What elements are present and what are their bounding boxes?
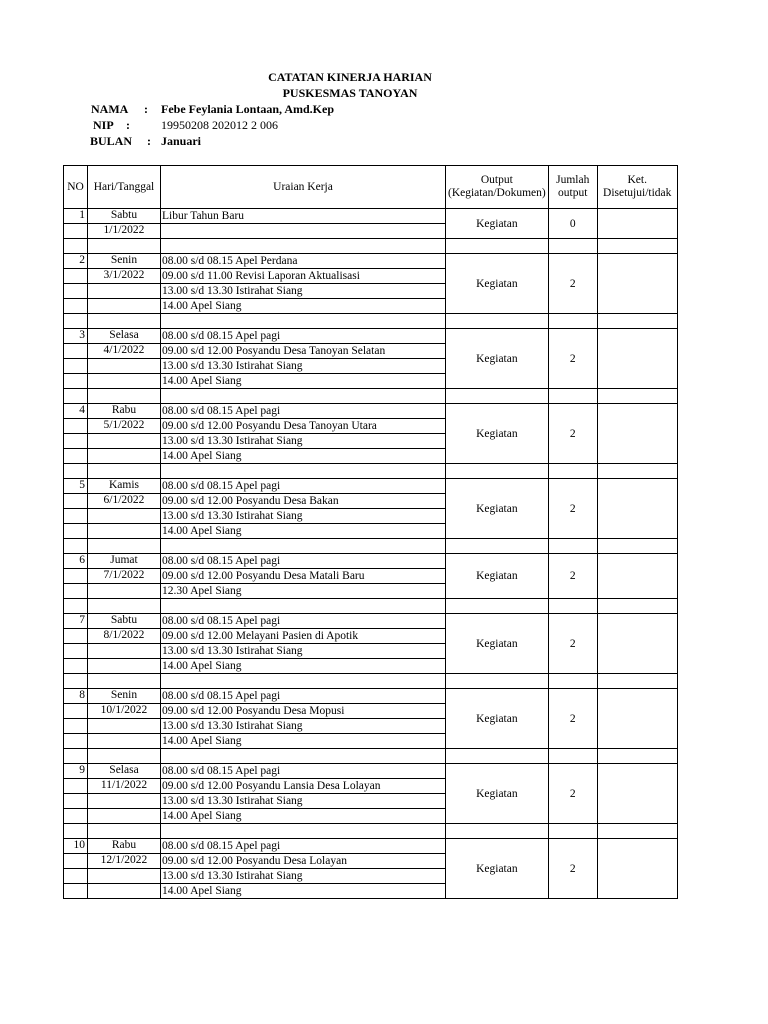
empty-cell bbox=[161, 824, 446, 839]
nip-label: NIP bbox=[93, 118, 114, 132]
name-value: Febe Feylania Lontaan, Amd.Kep bbox=[161, 102, 335, 116]
output-cell: Kegiatan bbox=[446, 689, 549, 749]
output-cell: Kegiatan bbox=[446, 329, 549, 389]
entry-number-cell bbox=[64, 494, 88, 509]
entry-number-cell: 8 bbox=[64, 689, 88, 704]
entry-date-cell: Senin bbox=[88, 254, 161, 269]
empty-cell bbox=[64, 539, 88, 554]
empty-cell bbox=[161, 239, 446, 254]
empty-cell bbox=[64, 314, 88, 329]
activity-cell: 14.00 Apel Siang bbox=[161, 809, 446, 824]
activity-cell: 08.00 s/d 08.15 Apel Perdana bbox=[161, 254, 446, 269]
empty-cell bbox=[597, 464, 677, 479]
empty-cell bbox=[64, 599, 88, 614]
empty-cell bbox=[597, 599, 677, 614]
entry-date-cell: Rabu bbox=[88, 839, 161, 854]
entry-number-cell: 9 bbox=[64, 764, 88, 779]
entry-number-cell bbox=[64, 269, 88, 284]
output-cell: Kegiatan bbox=[446, 839, 549, 899]
empty-cell bbox=[597, 239, 677, 254]
approval-cell bbox=[597, 764, 677, 824]
activity-cell: 09.00 s/d 12.00 Posyandu Desa Tanoyan Selatan bbox=[161, 344, 446, 359]
entry-date-cell bbox=[88, 299, 161, 314]
entry-number-cell bbox=[64, 644, 88, 659]
table-row bbox=[64, 614, 678, 629]
activity-cell: 13.00 s/d 13.30 Istirahat Siang bbox=[161, 434, 446, 449]
activity-cell: 13.00 s/d 13.30 Istirahat Siang bbox=[161, 719, 446, 734]
entry-date-cell bbox=[88, 284, 161, 299]
empty-cell bbox=[446, 599, 549, 614]
entry-date-cell bbox=[88, 449, 161, 464]
empty-cell bbox=[597, 539, 677, 554]
activity-cell: 09.00 s/d 12.00 Melayani Pasien di Apotik bbox=[161, 629, 446, 644]
entry-number-cell bbox=[64, 659, 88, 674]
entry-number-cell bbox=[64, 869, 88, 884]
entry-number-cell bbox=[64, 884, 88, 899]
empty-cell bbox=[446, 674, 549, 689]
activity-cell: 13.00 s/d 13.30 Istirahat Siang bbox=[161, 359, 446, 374]
approval-cell bbox=[597, 839, 677, 899]
col-header-count: Jumlah output bbox=[548, 166, 597, 209]
empty-cell bbox=[88, 824, 161, 839]
activity-cell: 14.00 Apel Siang bbox=[161, 659, 446, 674]
entry-date-cell: 6/1/2022 bbox=[88, 494, 161, 509]
empty-cell bbox=[88, 239, 161, 254]
entry-number-cell bbox=[64, 809, 88, 824]
entry-date-cell: 12/1/2022 bbox=[88, 854, 161, 869]
entry-date-cell bbox=[88, 809, 161, 824]
activity-cell: 08.00 s/d 08.15 Apel pagi bbox=[161, 614, 446, 629]
output-count-cell: 2 bbox=[548, 404, 597, 464]
output-count-cell: 2 bbox=[548, 479, 597, 539]
empty-cell bbox=[161, 464, 446, 479]
month-value: Januari bbox=[161, 134, 202, 148]
output-cell: Kegiatan bbox=[446, 614, 549, 674]
entry-date-cell: Selasa bbox=[88, 764, 161, 779]
output-count-cell: 2 bbox=[548, 554, 597, 599]
month-colon: : bbox=[147, 134, 151, 148]
table-row bbox=[64, 554, 678, 569]
entry-date-cell bbox=[88, 719, 161, 734]
output-count-cell: 0 bbox=[548, 209, 597, 239]
activity-cell: 08.00 s/d 08.15 Apel pagi bbox=[161, 479, 446, 494]
approval-cell bbox=[597, 479, 677, 539]
entry-date-cell bbox=[88, 734, 161, 749]
empty-cell bbox=[88, 314, 161, 329]
table-row bbox=[64, 839, 678, 854]
entry-date-cell: 1/1/2022 bbox=[88, 224, 161, 239]
entry-number-cell bbox=[64, 854, 88, 869]
spacer-row bbox=[64, 539, 678, 554]
empty-cell bbox=[446, 239, 549, 254]
activity-cell: 14.00 Apel Siang bbox=[161, 374, 446, 389]
entry-number-cell bbox=[64, 734, 88, 749]
empty-cell bbox=[446, 464, 549, 479]
nip-value: 19950208 202012 2 006 bbox=[161, 118, 278, 132]
spacer-row bbox=[64, 674, 678, 689]
empty-cell bbox=[446, 824, 549, 839]
empty-cell bbox=[446, 314, 549, 329]
entry-date-cell: Sabtu bbox=[88, 209, 161, 224]
entry-number-cell bbox=[64, 284, 88, 299]
nip-colon: : bbox=[126, 118, 130, 132]
activity-cell: 09.00 s/d 12.00 Posyandu Lansia Desa Lolayan bbox=[161, 779, 446, 794]
spacer-row bbox=[64, 749, 678, 764]
approval-cell bbox=[597, 404, 677, 464]
entry-number-cell bbox=[64, 704, 88, 719]
entry-date-cell: Jumat bbox=[88, 554, 161, 569]
activity-cell: 09.00 s/d 12.00 Posyandu Desa Matali Baru bbox=[161, 569, 446, 584]
empty-cell bbox=[161, 389, 446, 404]
entry-number-cell bbox=[64, 359, 88, 374]
approval-cell bbox=[597, 329, 677, 389]
empty-cell bbox=[88, 599, 161, 614]
name-colon: : bbox=[144, 102, 148, 116]
document-subtitle: PUSKESMAS TANOYAN bbox=[282, 86, 418, 100]
col-header-date: Hari/Tanggal bbox=[88, 166, 161, 209]
empty-cell bbox=[548, 464, 597, 479]
empty-cell bbox=[64, 674, 88, 689]
entry-number-cell bbox=[64, 509, 88, 524]
entry-date-cell: 10/1/2022 bbox=[88, 704, 161, 719]
empty-cell bbox=[446, 389, 549, 404]
entry-number-cell: 5 bbox=[64, 479, 88, 494]
activity-cell: 09.00 s/d 11.00 Revisi Laporan Aktualisasi bbox=[161, 269, 446, 284]
empty-cell bbox=[161, 674, 446, 689]
table-row bbox=[64, 209, 678, 224]
entry-number-cell: 10 bbox=[64, 839, 88, 854]
entry-date-cell bbox=[88, 884, 161, 899]
entry-number-cell: 6 bbox=[64, 554, 88, 569]
empty-cell bbox=[88, 389, 161, 404]
activity-cell: 08.00 s/d 08.15 Apel pagi bbox=[161, 764, 446, 779]
name-label: NAMA bbox=[91, 102, 129, 116]
empty-cell bbox=[548, 314, 597, 329]
entry-number-cell bbox=[64, 449, 88, 464]
activity-cell: 08.00 s/d 08.15 Apel pagi bbox=[161, 404, 446, 419]
approval-cell bbox=[597, 554, 677, 599]
activity-cell: 14.00 Apel Siang bbox=[161, 524, 446, 539]
document-title: CATATAN KINERJA HARIAN bbox=[268, 70, 432, 84]
entry-date-cell bbox=[88, 359, 161, 374]
empty-cell bbox=[548, 749, 597, 764]
output-count-cell: 2 bbox=[548, 689, 597, 749]
entry-date-cell bbox=[88, 644, 161, 659]
entry-number-cell bbox=[64, 344, 88, 359]
activity-cell: 14.00 Apel Siang bbox=[161, 734, 446, 749]
col-header-output: Output (Kegiatan/Dokumen) bbox=[446, 166, 549, 209]
output-cell: Kegiatan bbox=[446, 479, 549, 539]
output-count-cell: 2 bbox=[548, 254, 597, 314]
output-cell: Kegiatan bbox=[446, 254, 549, 314]
approval-cell bbox=[597, 254, 677, 314]
col-header-approval: Ket. Disetujui/tidak bbox=[597, 166, 677, 209]
empty-cell bbox=[548, 389, 597, 404]
empty-cell bbox=[446, 539, 549, 554]
entry-number-cell bbox=[64, 299, 88, 314]
output-cell: Kegiatan bbox=[446, 404, 549, 464]
entry-number-cell bbox=[64, 569, 88, 584]
empty-cell bbox=[597, 389, 677, 404]
approval-cell bbox=[597, 209, 677, 239]
empty-cell bbox=[548, 824, 597, 839]
entry-date-cell: 3/1/2022 bbox=[88, 269, 161, 284]
empty-cell bbox=[161, 314, 446, 329]
spacer-row bbox=[64, 824, 678, 839]
entry-date-cell bbox=[88, 584, 161, 599]
empty-cell bbox=[64, 824, 88, 839]
entry-date-cell: 4/1/2022 bbox=[88, 344, 161, 359]
col-header-description: Uraian Kerja bbox=[161, 166, 446, 209]
empty-cell bbox=[88, 539, 161, 554]
activity-cell bbox=[161, 224, 446, 239]
empty-cell bbox=[597, 314, 677, 329]
entry-number-cell bbox=[64, 434, 88, 449]
approval-cell bbox=[597, 614, 677, 674]
empty-cell bbox=[548, 599, 597, 614]
entry-number-cell bbox=[64, 374, 88, 389]
entry-number-cell bbox=[64, 224, 88, 239]
activity-cell: 14.00 Apel Siang bbox=[161, 884, 446, 899]
empty-cell bbox=[597, 824, 677, 839]
entry-number-cell bbox=[64, 584, 88, 599]
activity-cell: 13.00 s/d 13.30 Istirahat Siang bbox=[161, 869, 446, 884]
output-cell: Kegiatan bbox=[446, 764, 549, 824]
empty-cell bbox=[597, 674, 677, 689]
table-row bbox=[64, 254, 678, 269]
empty-cell bbox=[161, 599, 446, 614]
entry-date-cell: Sabtu bbox=[88, 614, 161, 629]
activity-cell: 13.00 s/d 13.30 Istirahat Siang bbox=[161, 284, 446, 299]
spacer-row bbox=[64, 464, 678, 479]
spacer-row bbox=[64, 599, 678, 614]
table-row bbox=[64, 329, 678, 344]
col-header-no: NO bbox=[64, 166, 88, 209]
entry-date-cell: 5/1/2022 bbox=[88, 419, 161, 434]
table-row bbox=[64, 404, 678, 419]
activity-cell: 08.00 s/d 08.15 Apel pagi bbox=[161, 689, 446, 704]
output-cell: Kegiatan bbox=[446, 209, 549, 239]
approval-cell bbox=[597, 689, 677, 749]
entry-number-cell: 1 bbox=[64, 209, 88, 224]
month-label: BULAN bbox=[90, 134, 133, 148]
table-row bbox=[64, 689, 678, 704]
activity-cell: 13.00 s/d 13.30 Istirahat Siang bbox=[161, 644, 446, 659]
spacer-row bbox=[64, 314, 678, 329]
activity-cell: 14.00 Apel Siang bbox=[161, 449, 446, 464]
empty-cell bbox=[161, 539, 446, 554]
activity-cell: 08.00 s/d 08.15 Apel pagi bbox=[161, 839, 446, 854]
entry-number-cell bbox=[64, 419, 88, 434]
entry-date-cell bbox=[88, 794, 161, 809]
entry-number-cell bbox=[64, 629, 88, 644]
spacer-row bbox=[64, 239, 678, 254]
empty-cell bbox=[548, 674, 597, 689]
activity-cell: 08.00 s/d 08.15 Apel pagi bbox=[161, 329, 446, 344]
empty-cell bbox=[161, 749, 446, 764]
table-row bbox=[64, 479, 678, 494]
empty-cell bbox=[446, 749, 549, 764]
entry-date-cell: Kamis bbox=[88, 479, 161, 494]
entry-date-cell bbox=[88, 509, 161, 524]
entry-number-cell bbox=[64, 794, 88, 809]
output-cell: Kegiatan bbox=[446, 554, 549, 599]
table-row bbox=[64, 764, 678, 779]
entry-date-cell: Selasa bbox=[88, 329, 161, 344]
spacer-row bbox=[64, 389, 678, 404]
entry-date-cell bbox=[88, 524, 161, 539]
empty-cell bbox=[597, 749, 677, 764]
entry-date-cell bbox=[88, 659, 161, 674]
entry-number-cell bbox=[64, 779, 88, 794]
entry-date-cell: 8/1/2022 bbox=[88, 629, 161, 644]
entry-date-cell: Senin bbox=[88, 689, 161, 704]
entry-number-cell: 3 bbox=[64, 329, 88, 344]
entry-number-cell: 4 bbox=[64, 404, 88, 419]
entry-number-cell: 2 bbox=[64, 254, 88, 269]
activity-cell: 09.00 s/d 12.00 Posyandu Desa Lolayan bbox=[161, 854, 446, 869]
activity-cell: 09.00 s/d 12.00 Posyandu Desa Bakan bbox=[161, 494, 446, 509]
daily-log-table bbox=[63, 165, 678, 899]
empty-cell bbox=[64, 749, 88, 764]
activity-cell: 09.00 s/d 12.00 Posyandu Desa Tanoyan Utara bbox=[161, 419, 446, 434]
entry-date-cell: Rabu bbox=[88, 404, 161, 419]
entry-date-cell bbox=[88, 869, 161, 884]
empty-cell bbox=[64, 389, 88, 404]
output-count-cell: 2 bbox=[548, 329, 597, 389]
empty-cell bbox=[88, 749, 161, 764]
entry-date-cell: 11/1/2022 bbox=[88, 779, 161, 794]
activity-cell: 14.00 Apel Siang bbox=[161, 299, 446, 314]
empty-cell bbox=[88, 674, 161, 689]
empty-cell bbox=[548, 539, 597, 554]
activity-cell: 08.00 s/d 08.15 Apel pagi bbox=[161, 554, 446, 569]
entry-number-cell bbox=[64, 524, 88, 539]
entry-number-cell: 7 bbox=[64, 614, 88, 629]
activity-cell: 13.00 s/d 13.30 Istirahat Siang bbox=[161, 509, 446, 524]
output-count-cell: 2 bbox=[548, 839, 597, 899]
activity-cell: 09.00 s/d 12.00 Posyandu Desa Mopusi bbox=[161, 704, 446, 719]
output-count-cell: 2 bbox=[548, 764, 597, 824]
activity-cell: 13.00 s/d 13.30 Istirahat Siang bbox=[161, 794, 446, 809]
entry-date-cell bbox=[88, 374, 161, 389]
output-count-cell: 2 bbox=[548, 614, 597, 674]
empty-cell bbox=[64, 239, 88, 254]
entry-date-cell: 7/1/2022 bbox=[88, 569, 161, 584]
empty-cell bbox=[88, 464, 161, 479]
entry-number-cell bbox=[64, 719, 88, 734]
entry-date-cell bbox=[88, 434, 161, 449]
empty-cell bbox=[64, 464, 88, 479]
empty-cell bbox=[548, 239, 597, 254]
activity-cell: 12.30 Apel Siang bbox=[161, 584, 446, 599]
activity-cell: Libur Tahun Baru bbox=[161, 209, 446, 224]
